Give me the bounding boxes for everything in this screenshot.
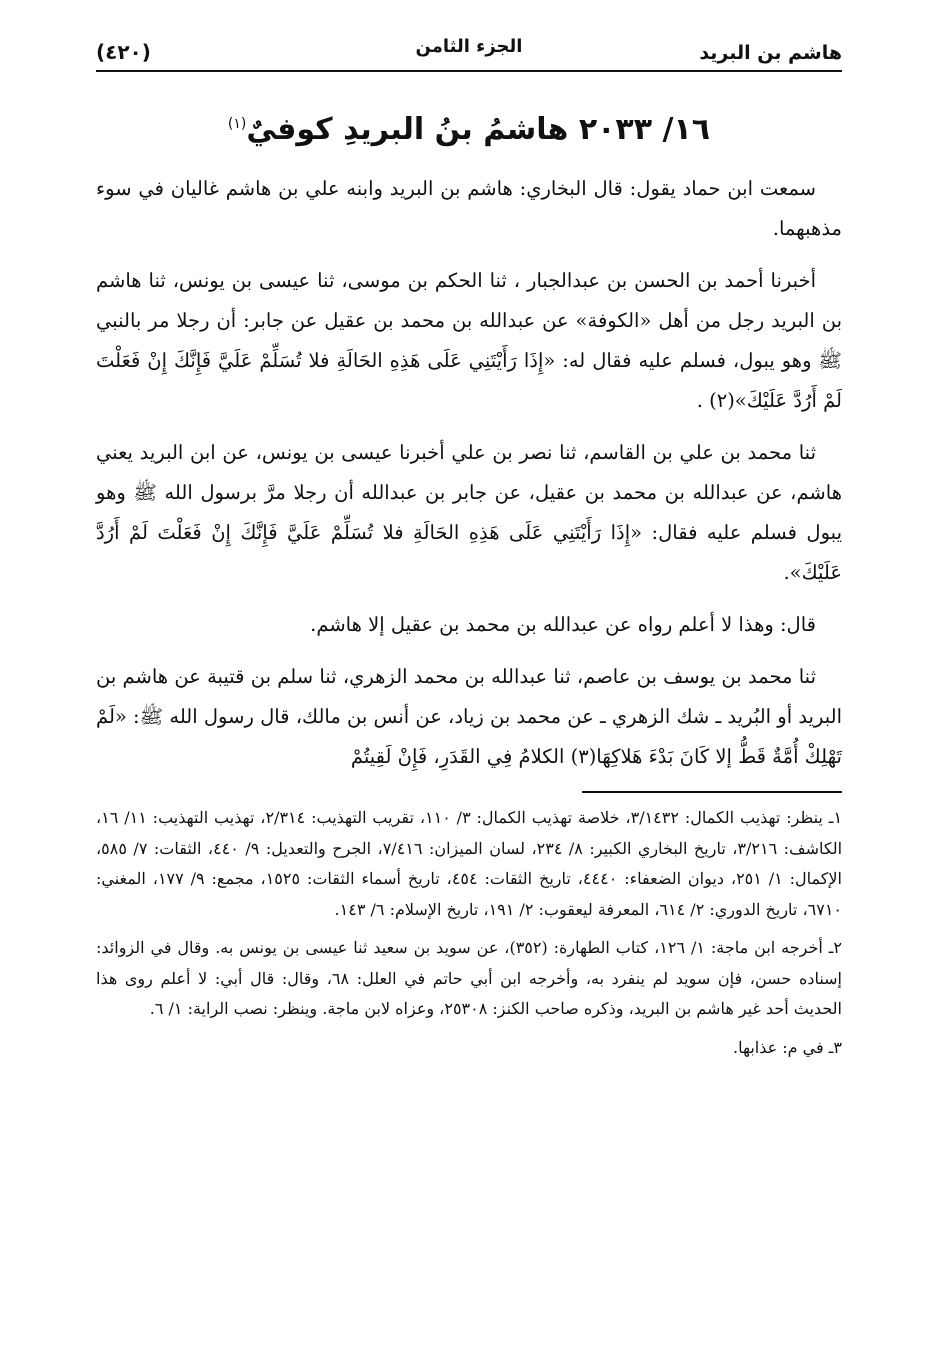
running-header bbox=[96, 30, 842, 72]
volume-label: الجزء الثامن bbox=[415, 36, 523, 57]
entry-title-text: ١٦/ ٢٠٣٣ هاشمُ بنُ البريدِ كوفيٌ bbox=[246, 112, 711, 147]
entry-footnote-ref: (١) bbox=[227, 116, 247, 132]
paragraph: أخبرنا أحمد بن الحسن بن عبدالجبار ، ثنا الحكم بن موسى، ثنا عيسى بن يونس، ثنا هاشم بن البريد رجل من أهل «الكوفة» عن عبدالله بن محمد بن عقيل عن جابر: أن رجلا مر بالنبي ﷺ وهو يبول، فسلم عليه فقال له: «إِذَا رَأَيْتَنِي عَلَى هَذِهِ الحَالَةِ فلا تُسَلِّمْ عَلَيَّ فَإِنَّكَ إِنْ فَعَلْتَ لَمْ أَرُدَّ عَلَيْكَ»(٢) . bbox=[96, 269, 842, 412]
paragraph: ثنا محمد بن يوسف بن عاصم، ثنا عبدالله بن محمد الزهري، ثنا سلم بن قتيبة عن هاشم بن البريد أو البُريد ـ شك الزهري ـ عن محمد بن زياد، عن أنس بن مالك، قال رسول الله ﷺ: «لَمْ تَهْلِكْ أُمَّةٌ قَطُّ إلا كَانَ بَدْءَ هَلاكِهَا(٣) الكلامُ فِي القَدَرِ، فَإِنْ لَقِيتُمْ bbox=[96, 665, 842, 768]
page-number: (٤٢٠) bbox=[96, 40, 151, 64]
entry-title bbox=[96, 112, 842, 147]
running-title: هاشم بن البريد bbox=[699, 42, 842, 64]
body-text bbox=[96, 169, 842, 777]
footnote: ٣ـ في م: عذابها. bbox=[733, 1037, 842, 1057]
book-page bbox=[96, 30, 842, 1071]
paragraph: قال: وهذا لا أعلم رواه عن عبدالله بن محمد بن عقيل إلا هاشم. bbox=[310, 613, 816, 636]
footnote: ٢ـ أخرجه ابن ماجة: ١/ ١٢٦، كتاب الطهارة: (٣٥٢)، عن سويد بن سعيد ثنا عيسى بن يونس به. وقال في الزوائد: إسناده حسن، فإن سويد لم ينفرد به، وأخرجه ابن أبي حاتم في العلل: ٦٨، وقال: قال أبي: لا أعلم روى هذا الحديث أحد غير هاشم بن البريد، وذكره صاحب الكنز: ٢٥٣٠٨، وعزاه لابن ماجة. وينظر: نصب الراية: ١/ ٦. bbox=[96, 938, 842, 1018]
paragraph: سمعت ابن حماد يقول: قال البخاري: هاشم بن البريد وابنه علي بن هاشم غاليان في سوء مذهبهما. bbox=[96, 177, 842, 240]
paragraph: ثنا محمد بن علي بن القاسم، ثنا نصر بن علي أخبرنا عيسى بن يونس، عن ابن البريد يعني هاشم، عن عبدالله بن محمد بن عقيل، عن جابر بن عبدالله أن رجلا مرَّ برسول الله ﷺ وهو يبول فسلم عليه فقال: «إِذَا رَأَيْتَنِي عَلَى هَذِهِ الحَالَةِ فلا تُسَلِّمْ عَلَيَّ فَإِنَّكَ إِنْ فَعَلْتَ لَمْ أَرُدَّ عَلَيْكَ». bbox=[96, 441, 842, 584]
footnote-divider bbox=[582, 791, 842, 793]
footnotes bbox=[96, 803, 842, 1063]
footnote: ١ـ ينظر: تهذيب الكمال: ٣/١٤٣٢، خلاصة تهذيب الكمال: ٣/ ١١٠، تقريب التهذيب: ٢/٣١٤، تهذيب التهذيب: ١١/ ١٦، الكاشف: ٣/٢١٦، تاريخ البخاري الكبير: ٨/ ٢٣٤، لسان الميزان: ٧/٤١٦، الجرح والتعديل: ٩/ ٤٤٠، الثقات: ٧/ ٥٨٥، الإكمال: ١/ ٢٥١، ديوان الضعفاء: ٤٤٤٠، تاريخ الثقات: ٤٥٤، تاريخ أسماء الثقات: ١٥٢٥، مجمع: ٩/ ١٧٧، المغني: ٦٧١٠، تاريخ الدوري: ٢/ ٦١٤، المعرفة ليعقوب: ٢/ ١٩١، تاريخ الإسلام: ٦/ ١٤٣. bbox=[96, 808, 843, 919]
